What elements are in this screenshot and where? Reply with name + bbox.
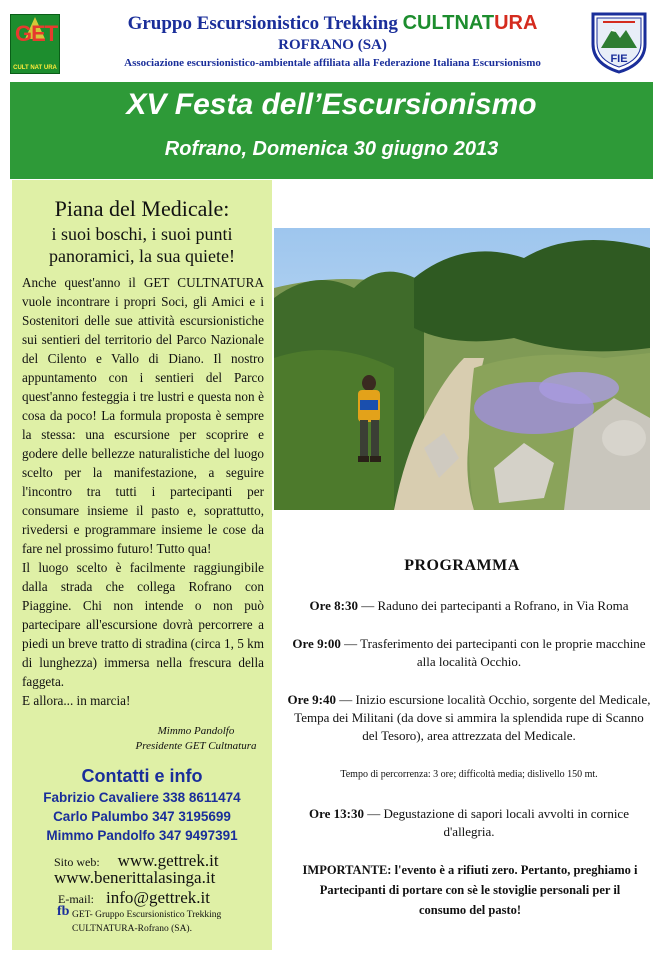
facebook-line-2: CULTNATURA-Rofrano (SA). — [72, 924, 192, 934]
email-link[interactable]: info@gettrek.it — [106, 888, 210, 907]
program-time: Ore 8:30 — [309, 598, 359, 613]
program-text: — Degustazione di sapori locali avvolti in cornice d'allegria. — [364, 806, 629, 839]
important-text: l'evento è a rifiuti zero. Pertanto, preghiamo i Partecipanti di portare con sè le stoviglie personali per il consumo del pasto! — [319, 863, 638, 917]
event-title: XV Festa dell’Escursionismo — [126, 88, 537, 121]
program-text: — Raduno dei partecipanti a Rofrano, in Via Roma — [358, 598, 629, 613]
brand-part-b: URA — [494, 12, 538, 34]
website-link[interactable]: www.gettrek.it — [117, 851, 219, 870]
program-item — [286, 691, 652, 745]
logo-text: GET — [15, 21, 58, 46]
brand-name — [403, 12, 538, 34]
fie-logo — [589, 10, 649, 74]
section-heading: Piana del Medicale: — [54, 196, 230, 221]
program-title: PROGRAMMA — [404, 557, 520, 574]
program-text: — Trasferimento dei partecipanti con le proprie macchine alla località Occhio. — [340, 636, 646, 669]
contact-phone: Carlo Palumbo 347 3195699 — [53, 809, 231, 824]
website-link[interactable]: www.benerittalasinga.it — [54, 868, 216, 887]
program-item — [286, 597, 652, 615]
important-notice — [300, 860, 640, 920]
section-subheading — [12, 223, 272, 267]
fie-label: FIE — [610, 53, 628, 65]
organization-title — [70, 12, 595, 35]
program-time: Ore 9:00 — [292, 636, 341, 651]
hiker-trail-photo — [274, 228, 650, 510]
important-label: IMPORTANTE: — [302, 863, 392, 877]
contacts-title: Contatti e info — [81, 766, 203, 786]
facebook-line-1: GET- Gruppo Escursionistico Trekking — [72, 910, 222, 920]
email-row — [58, 888, 210, 908]
program-text: — Inizio escursione località Occhio, sorgente del Medicale, Tempa dei Militani (da dove si ammira la splendida rupe di Scanno del Tesoro), area attrezzata del Medicale. — [294, 692, 651, 743]
organization-city: ROFRANO (SA) — [278, 37, 387, 53]
contact-phone: Fabrizio Cavaliere 338 8611474 — [43, 790, 241, 805]
website-link-2 — [54, 868, 215, 888]
program-time: Ore 13:30 — [309, 806, 364, 821]
program-item — [286, 635, 652, 671]
trail-info: Tempo di percorrenza: 3 ore; difficoltà media; dislivello 150 mt. — [340, 769, 598, 780]
title-prefix: Gruppo Escursionistico Trekking — [127, 13, 403, 34]
logo-caption: CULT NAT URA — [13, 65, 57, 71]
program-time: Ore 9:40 — [287, 692, 336, 707]
article-text — [22, 273, 264, 710]
program-item — [286, 805, 652, 841]
signature-role: Presidente GET Cultnatura — [135, 740, 257, 752]
signature-name: Mimmo Pandolfo — [157, 725, 235, 737]
paragraph: E allora... in marcia! — [22, 693, 131, 708]
facebook-page[interactable] — [72, 908, 242, 936]
website-label: Sito web: — [54, 855, 100, 869]
get-logo — [10, 14, 60, 74]
email-label: E-mail: — [58, 892, 94, 906]
signature — [130, 724, 262, 754]
contact-phone: Mimmo Pandolfo 347 9497391 — [46, 828, 238, 843]
association-line: Associazione escursionistico-ambientale affiliata alla Federazione Italiana Escursionismo — [124, 57, 541, 69]
subheading-line-1: i suoi boschi, i suoi punti — [51, 224, 233, 244]
facebook-icon: fb — [57, 904, 70, 919]
paragraph: Il luogo scelto è facilmente raggiungibile dalla strada che collega Rofrano con Piaggine. Chi non intende o non può partecipare all'escursione dovrà percorrere a piedi un breve tratto di stradina (circa 1, 5 km di lunghezza) immersa nella frescura della faggeta. — [22, 560, 264, 689]
paragraph: Anche quest'anno il GET CULTNATURA vuole incontrare i propri Soci, gli Amici e i Sostenitori delle sue attività escursionistiche sui sentieri del territorio del Parco Nazionale del Cilento e Vallo di Diano. Il nostro appuntamento con i sentieri del Parco quest'anno festeggia i tre lustri e questa non è cosa da poco! La formula proposta è sempre la stessa: una escursione per scoprire e godere delle bellezze naturalistiche del luogo scelto per la manifestazione, a seguire l'incontro tra tutti i partecipanti per consumare insieme il pasto e, soprattutto, rivedersi e programmare insieme le cose da fare nel prossimo futuro! Tutto qua! — [22, 275, 264, 556]
subheading-line-2: panoramici, la sua quiete! — [49, 246, 235, 266]
brand-part-a: CULTNAT — [402, 12, 495, 34]
event-date: Rofrano, Domenica 30 giugno 2013 — [164, 138, 499, 160]
